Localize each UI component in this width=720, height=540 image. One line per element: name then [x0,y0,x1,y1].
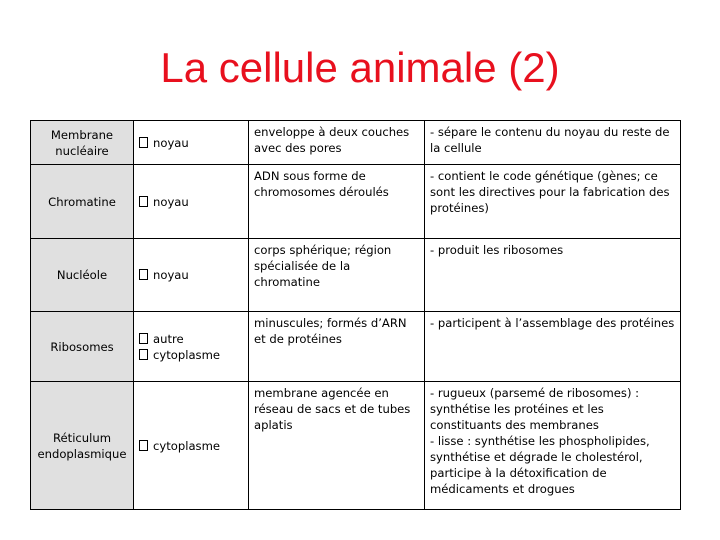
structure-cell: Ribosomes [31,312,134,382]
description-cell: enveloppe à deux couches avec des pores [249,121,425,165]
description-cell: minuscules; formés d’ARN et de protéines [249,312,425,382]
location-item [139,347,243,363]
checkbox-icon [139,333,148,344]
location-label: cytoplasme [153,347,221,362]
table-row [31,121,681,165]
location-label: autre [153,331,184,346]
location-item [139,267,243,283]
checkbox-icon [139,269,148,280]
structure-cell: Nucléole [31,239,134,312]
structure-cell: Chromatine [31,165,134,239]
table-row [31,239,681,312]
structure-cell: Réticulum endoplasmique [31,382,134,510]
location-cell [134,239,249,312]
structure-cell: Membrane nucléaire [31,121,134,165]
checkbox-icon [139,196,148,207]
table-row [31,312,681,382]
description-cell: corps sphérique; région spécialisée de la chromatine [249,239,425,312]
function-cell: - participent à l’assemblage des protéines [425,312,681,382]
location-item [139,135,243,151]
checkbox-icon [139,440,148,451]
function-cell: - contient le code génétique (gènes; ce sont les directives pour la fabrication des protéines) [425,165,681,239]
function-line: - rugueux (parsemé de ribosomes) : synthétise les protéines et les constituants des membranes [430,386,640,432]
checkbox-icon [139,137,148,148]
location-label: noyau [153,135,189,150]
description-cell: membrane agencée en réseau de sacs et de tubes aplatis [249,382,425,510]
location-cell [134,382,249,510]
table-row [31,382,681,510]
location-label: noyau [153,268,189,282]
function-cell: - sépare le contenu du noyau du reste de la cellule [425,121,681,165]
location-item [139,331,243,347]
location-cell [134,121,249,165]
location-item [139,438,243,454]
description-cell: ADN sous forme de chromosomes déroulés [249,165,425,239]
location-label: noyau [153,194,189,209]
table-row [31,165,681,239]
organelle-table [30,120,681,510]
slide-title: La cellule animale (2) [160,44,560,91]
location-item [139,194,243,210]
location-cell [134,165,249,239]
function-line: - lisse : synthétise les phospholipides, synthétise et dégrade le cholestérol, participe à la détoxification de médicaments et drogues [430,434,650,496]
function-cell [425,382,681,510]
location-cell [134,312,249,382]
checkbox-icon [139,349,148,360]
function-cell: - produit les ribosomes [425,239,681,312]
location-label: cytoplasme [153,438,221,453]
